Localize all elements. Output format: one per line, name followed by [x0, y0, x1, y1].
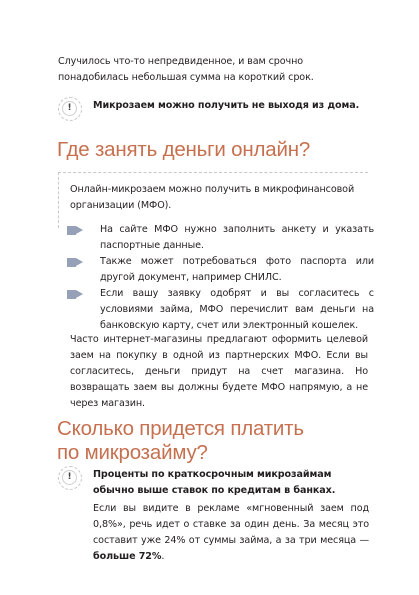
- exclamation-glyph: !: [62, 101, 77, 116]
- arrow-bullet-icon: [76, 258, 83, 266]
- rate-emphasis: больше 72%: [93, 551, 162, 562]
- rate-example-paragraph: [93, 501, 369, 565]
- list-item-text: Если вашу заявку одобрят и вы согласитесь с условиями займа, МФО перечислит вам деньги на банковскую карту, счет или электронный кошелек.: [100, 288, 374, 331]
- tip-home-loan: Микрозаем можно получить не выходя из дома.: [93, 100, 360, 111]
- lead-paragraph: Онлайн-микрозаем можно получить в микрофинансовой организации (МФО).: [70, 184, 355, 211]
- arrow-bullet-icon: [76, 226, 83, 234]
- intro-paragraph: Случилось что-то непредвиденное, и вам срочно понадобилась небольшая сумма на короткий срок.: [58, 56, 314, 83]
- exclamation-glyph: !: [62, 470, 77, 485]
- heading-where-to-borrow: Где занять деньги онлайн?: [57, 138, 311, 161]
- list-item-text: Также может потребоваться фото паспорта или другой документ, например СНИЛС.: [100, 256, 374, 283]
- tip-interest-rates: Проценты по краткосрочным микрозаймам обычно выше ставок по кредитам в банках.: [93, 469, 336, 496]
- heading-how-much-to-pay: [57, 417, 377, 465]
- partner-mfo-paragraph: Часто интернет-магазины предлагают оформить целевой заем на покупку в одной из партнерских МФО. Если вы согласитесь, деньги придут на счет магазина. Но возвращать заем вы должны будете МФО напрямую, а не через магазин.: [70, 334, 368, 409]
- exclamation-circle-icon: [58, 466, 82, 490]
- arrow-bullet-icon: [76, 290, 83, 298]
- rate-example-text: Если вы видите в рекламе «мгновенный заем под 0,8%», речь идет о ставке за один день. За месяц это составит уже 24% от суммы займа, а за три месяца —: [93, 503, 369, 546]
- rate-example-end: .: [161, 551, 165, 562]
- heading-line-2: по микрозайму?: [57, 441, 208, 464]
- heading-line-1: Сколько придется платить: [57, 417, 304, 440]
- exclamation-circle-icon: [58, 97, 82, 121]
- list-item-text: На сайте МФО нужно заполнить анкету и указать паспортные данные.: [100, 224, 374, 251]
